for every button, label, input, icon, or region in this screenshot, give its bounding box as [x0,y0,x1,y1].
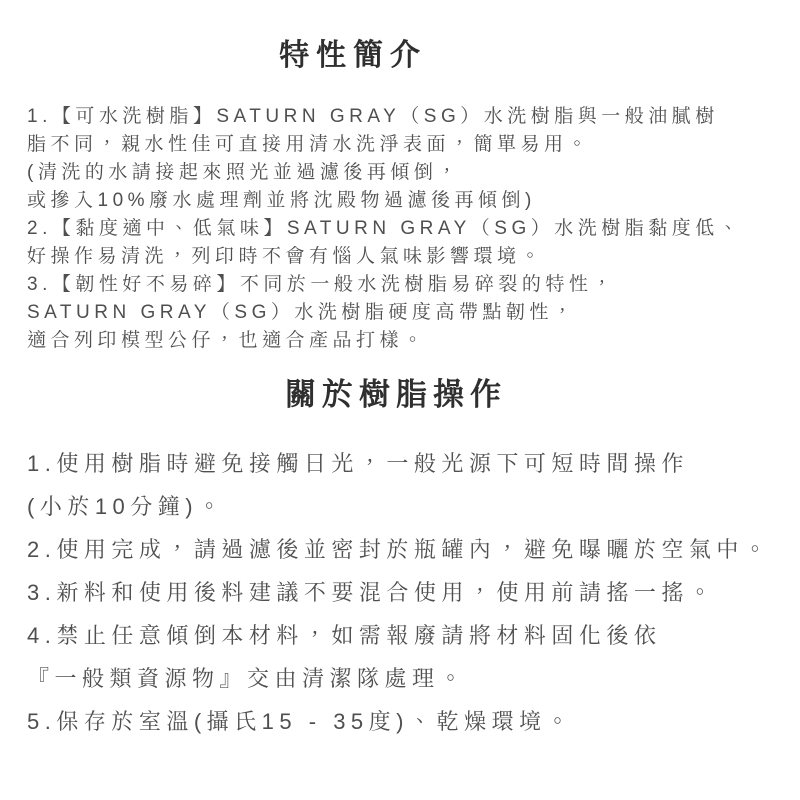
features-line-8: SATURN GRAY（SG）水洗樹脂硬度高帶點韌性， [27,302,577,323]
operation-line-2: (小於10分鐘)。 [27,494,226,519]
features-line-9: 適合列印模型公仔，也適合產品打樣。 [27,330,427,351]
features-line-5: 2.【黏度適中、低氣味】SATURN GRAY（SG）水洗樹脂黏度低、 [27,218,743,239]
operation-section-title: 關於樹脂操作 [285,377,507,412]
features-line-7: 3.【韌性好不易碎】不同於一般水洗樹脂易碎裂的特性， [27,274,616,295]
operation-paragraphs [27,442,800,743]
features-section-title: 特性簡介 [279,39,427,72]
features-line-2: 脂不同，親水性佳可直接用清水洗淨表面，簡單易用。 [27,134,592,155]
operation-line-7: 5.保存於室溫(攝氏15 - 35度)、乾燥環境。 [27,709,574,734]
operation-line-4: 3.新料和使用後料建議不要混合使用，使用前請搖一搖。 [27,580,717,605]
operation-line-6: 『一般類資源物』交由清潔隊處理。 [27,666,468,691]
features-line-6: 好操作易清洗，列印時不會有惱人氣味影響環境。 [27,246,545,267]
features-line-1: 1.【可水洗樹脂】SATURN GRAY（SG）水洗樹脂與一般油膩樹 [27,106,719,127]
features-paragraphs [27,103,800,355]
features-line-3: (清洗的水請接起來照光並過濾後再傾倒， [27,162,461,183]
operation-line-3: 2.使用完成，請過濾後並密封於瓶罐內，避免曝曬於空氣中。 [27,537,772,562]
features-line-4: 或摻入10%廢水處理劑並將沈殿物過濾後再傾倒) [27,190,536,211]
operation-line-5: 4.禁止任意傾倒本材料，如需報廢請將材料固化後依 [27,623,662,648]
operation-line-1: 1.使用樹脂時避免接觸日光，一般光源下可短時間操作 [27,451,689,476]
